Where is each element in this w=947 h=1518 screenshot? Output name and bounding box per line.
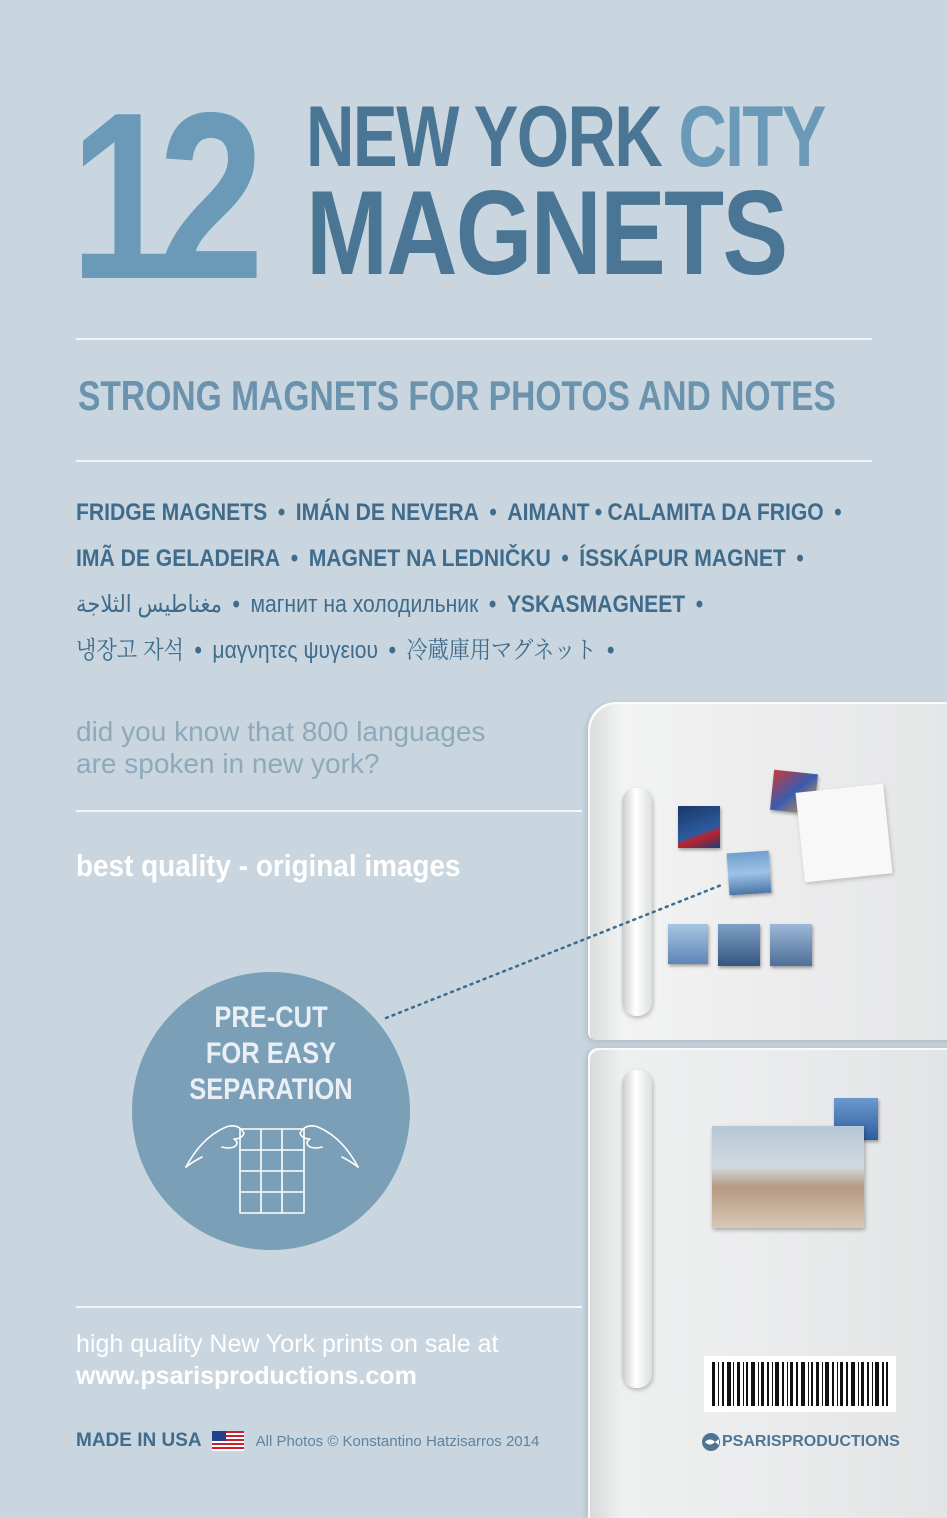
handwritten-note xyxy=(796,784,893,883)
barcode-icon xyxy=(704,1356,896,1412)
language-row-4: 냉장고 자석 • μαγνητες ψυγειου • 冷蔵庫用マグネット • xyxy=(76,637,615,664)
title-magnets: MAGNETS xyxy=(306,166,787,300)
big-number-12: 12 xyxy=(70,64,247,329)
quality-text: best quality - original images xyxy=(76,848,461,883)
website-link[interactable]: www.psarisproductions.com xyxy=(76,1362,417,1390)
circle-line-3: SEPARATION xyxy=(189,1073,353,1106)
language-item-russian: магнит на холодильник xyxy=(250,591,479,618)
subtitle: STRONG MAGNETS FOR PHOTOS AND NOTES xyxy=(78,372,836,419)
fridge-bottom-handle xyxy=(622,1070,652,1388)
language-item: ÍSSKÁPUR MAGNET xyxy=(579,545,786,572)
language-list xyxy=(76,490,896,674)
hands-cutting-sheet-icon xyxy=(182,1117,362,1217)
language-row-2: IMÃ DE GELADEIRA • MAGNET NA LEDNIČKU • ÍSSKÁPUR MAGNET • xyxy=(76,545,804,572)
title-new-york: NEW YORK xyxy=(306,89,662,185)
title-city: CITY xyxy=(678,89,825,185)
language-item: IMÃ DE GELADEIRA xyxy=(76,545,281,572)
psaris-fish-logo-icon xyxy=(700,1432,722,1452)
magnet-photo xyxy=(770,924,812,966)
divider-top xyxy=(76,338,872,340)
language-item: YSKASMAGNEET xyxy=(506,591,686,618)
language-item-japanese: 冷蔵庫用マグネット xyxy=(406,637,597,664)
language-item-arabic: مغناطيس الثلاجة xyxy=(76,591,222,618)
couple-photo xyxy=(712,1126,864,1228)
language-item: MAGNET NA LEDNIČKU xyxy=(308,545,551,572)
language-item-greek: μαγνητες ψυγειου xyxy=(212,637,379,664)
language-row-3: مغناطيس الثلاجة • магнит на холодильник • YSKASMAGNEET • xyxy=(76,591,704,618)
brand-name: PSARISPRODUCTIONS xyxy=(722,1433,900,1450)
divider-mid xyxy=(76,460,872,462)
made-in-usa-label: MADE IN USA xyxy=(76,1430,202,1451)
photo-credit: All Photos © Konstantino Hatzisarros 2014 xyxy=(255,1432,540,1450)
circle-line-2: FOR EASY xyxy=(205,1037,337,1070)
dotted-connector xyxy=(380,878,730,1024)
language-item: FRIDGE MAGNETS xyxy=(76,499,268,526)
language-item: AIMANT xyxy=(507,499,590,526)
footer-made-in xyxy=(76,1430,539,1452)
sale-text xyxy=(76,1328,498,1392)
language-item-korean: 냉장고 자석 xyxy=(76,637,184,664)
circle-line-1: PRE-CUT xyxy=(214,1001,328,1034)
magnet-photo xyxy=(678,806,720,848)
language-row-1: FRIDGE MAGNETS • IMÁN DE NEVERA • AIMANT • CALAMITA DA FRIGO • xyxy=(76,499,842,526)
precut-circle xyxy=(132,972,410,1250)
sale-line: high quality New York prints on sale at xyxy=(76,1330,499,1358)
language-item: IMÁN DE NEVERA xyxy=(295,499,479,526)
language-item: CALAMITA DA FRIGO xyxy=(607,499,824,526)
magnet-photo xyxy=(727,851,772,896)
divider-quality xyxy=(76,810,582,812)
divider-bottom xyxy=(76,1306,582,1308)
brand-logo xyxy=(700,1432,900,1452)
us-flag-icon xyxy=(212,1431,244,1451)
did-you-know-text: did you know that 800 languages are spoken in new york? xyxy=(76,716,486,779)
